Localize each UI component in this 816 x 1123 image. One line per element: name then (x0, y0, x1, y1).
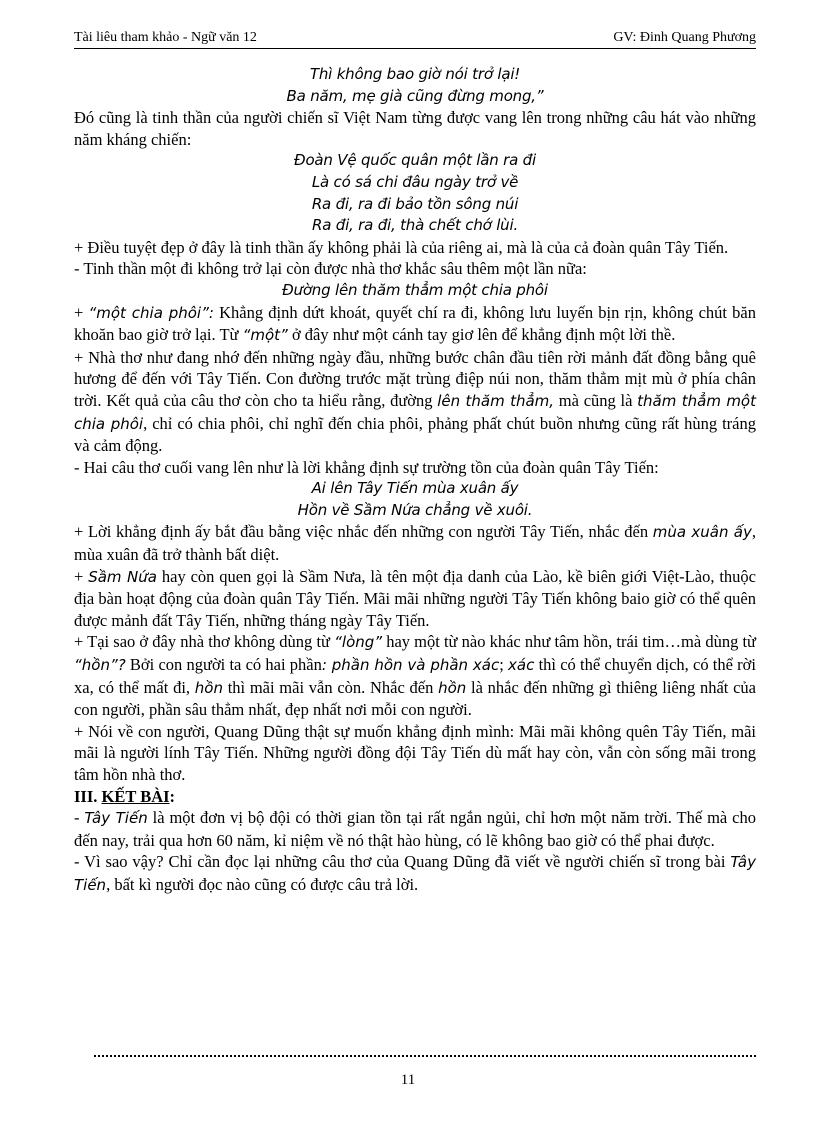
paragraph (74, 302, 756, 347)
paragraph (74, 347, 756, 457)
footer-divider (94, 1055, 756, 1057)
text-run: ở đây như một cánh tay giơ lên để khẳng định một lời thề. (287, 325, 676, 345)
text-run: , bất kì người đọc nào cũng có được câu trả lời. (106, 874, 419, 894)
verse-line: Ba năm, mẹ già cũng đừng mong,” (286, 86, 544, 105)
text-run: thì mãi mãi vẫn còn. Nhắc đến (222, 677, 439, 697)
paragraph (74, 521, 756, 565)
paragraph: - Tinh thần một đi không trở lại còn được nhà thơ khắc sâu thêm một lần nữa: (74, 259, 587, 279)
italic-run: “hồn”? (74, 656, 126, 675)
italic-run: : phần hồn và phần xác (321, 656, 500, 675)
text-run: + Nhà thơ như đang nhớ đến những ngày đầu, những bước chân đầu tiên rời mảnh đất đồng bằng quê hương để đến với Tây Tiến. Con đường trước mặt trùng điệp núi non, thăm thẳm mịt mù ở phía chân trời. Kết quả của câu thơ còn cho ta hiểu rằng, đường (74, 347, 756, 410)
italic-run: mùa xuân ấy (652, 523, 752, 542)
verse-line: Ra đi, ra đi bảo tồn sông núi (311, 194, 519, 213)
paragraph (74, 807, 756, 851)
text-run: là nhắc đến những gì thiêng liêng nhất của con người, phần sâu thẳm nhất, đẹp nhất nơi mỗi con người. (74, 677, 756, 720)
page-number: 11 (400, 1072, 416, 1088)
paragraph (74, 631, 756, 720)
paragraph: + Điều tuyệt đẹp ở đây là tinh thần ấy không phải là của riêng ai, mà là của cả đoàn quân Tây Tiến. (74, 237, 729, 257)
text-run: là một đơn vị bộ đội có thời gian tồn tại rất ngắn ngủi, chỉ hơn một năm trời. Thế mà cho đến nay, trải qua hơn 60 năm, kỉ niệm về nó thật hào hùng, có lẽ không bao giờ có thể phai được. (74, 808, 756, 850)
italic-run: lên thăm thẳm, (437, 391, 555, 410)
paragraph (74, 566, 756, 632)
document-body (74, 64, 756, 897)
italic-run: “một” (242, 326, 288, 345)
italic-run: hồn (194, 678, 223, 697)
heading-number: III. (74, 786, 102, 806)
verse-line: Ra đi, ra đi, thà chết chớ lùi. (311, 216, 519, 235)
italic-run: “một chia phôi”: (88, 303, 214, 322)
verse-line: Thì không bao giờ nói trở lại! (309, 65, 521, 83)
text-run: + Lời khẳng định ấy bắt đầu bằng việc nhắc đến những con người Tây Tiến, nhắc đến (74, 522, 653, 542)
text-run: + Tại sao ở đây nhà thơ không dùng từ (74, 632, 335, 652)
italic-run: hồn (438, 678, 467, 697)
text-run: thì có thể chuyển dịch, có thể rời xa, có thể mất đi, (74, 655, 756, 697)
italic-run: thăm thẳm một chia phôi (74, 391, 756, 433)
header-right-text: GV: Đinh Quang Phương (613, 30, 756, 45)
text-run: ; (499, 655, 509, 675)
verse-line: Ai lên Tây Tiến mùa xuân ấy (311, 479, 519, 498)
page-header (74, 28, 756, 49)
text-run: , mùa xuân đã trở thành bất diệt. (74, 522, 757, 565)
text-run: Khẳng định dứt khoát, quyết chí ra đi, không lưu luyến bịn rịn, không chút băn khoăn bao giờ trở lại. Từ (74, 302, 756, 345)
paragraph: + Nói về con người, Quang Dũng thật sự muốn khẳng định mình: Mãi mãi không quên Tây Tiến, mãi mãi là người lính Tây Tiến. Những người đồng đội Tây Tiến dù mất hay còn, vẫn còn sống mãi trong tâm hồn nhà thơ. (74, 721, 756, 784)
text-run: hay một từ nào khác như tâm hồn, trái tim…mà dùng từ (382, 632, 756, 652)
italic-run: xác (508, 656, 535, 675)
heading-title: KẾT BÀI (101, 786, 170, 806)
header-left-text: Tài liêu tham khảo - Ngữ văn 12 (74, 30, 257, 45)
verse-line: Đường lên thăm thẳm một chia phôi (282, 280, 548, 299)
section-heading (74, 786, 756, 808)
italic-run: Tây Tiến (74, 853, 756, 894)
verse-line: Là có sá chi đâu ngày trở về (311, 172, 519, 191)
text-run: + (74, 566, 89, 586)
text-run: , chỉ có chia phôi, chỉ nghĩ đến chia phôi, phảng phất chút buồn nhưng cũng rất hùng tráng và cảm động. (74, 413, 757, 456)
italic-run: Tây Tiến (84, 809, 148, 828)
verse-line: Đoàn Vệ quốc quân một lần ra đi (294, 151, 536, 170)
italic-run: “lòng” (334, 633, 383, 652)
text-run: - (74, 808, 85, 828)
paragraph: Đó cũng là tinh thần của người chiến sĩ Việt Nam từng được vang lên trong những câu hát vào những năm kháng chiến: (74, 108, 756, 149)
italic-run: Sầm Nứa (88, 567, 157, 586)
paragraph: - Hai câu thơ cuối vang lên như là lời khẳng định sự trường tồn của đoàn quân Tây Tiến: (74, 457, 659, 477)
text-run: + (74, 302, 89, 322)
text-run: hay còn quen gọi là Sầm Nưa, là tên một địa danh của Lào, kề biên giới Việt-Lào, thuộc địa bàn hoạt động của đoàn quân Tây Tiến. Mãi mãi những người Tây Tiến không baio giờ có thể quên được mảnh đất Tây Tiến, những tháng ngày Tây Tiến. (74, 566, 757, 630)
text-run: mà cũng là (554, 390, 638, 410)
verse-line: Hồn về Sầm Nứa chẳng về xuôi. (297, 500, 533, 519)
text-run: Bởi con người ta có hai phần (125, 655, 322, 675)
text-run: - Vì sao vậy? Chỉ cần đọc lại những câu thơ của Quang Dũng đã viết về người chiến sĩ trong bài (74, 852, 731, 872)
paragraph (74, 851, 756, 896)
heading-colon: : (169, 786, 176, 806)
